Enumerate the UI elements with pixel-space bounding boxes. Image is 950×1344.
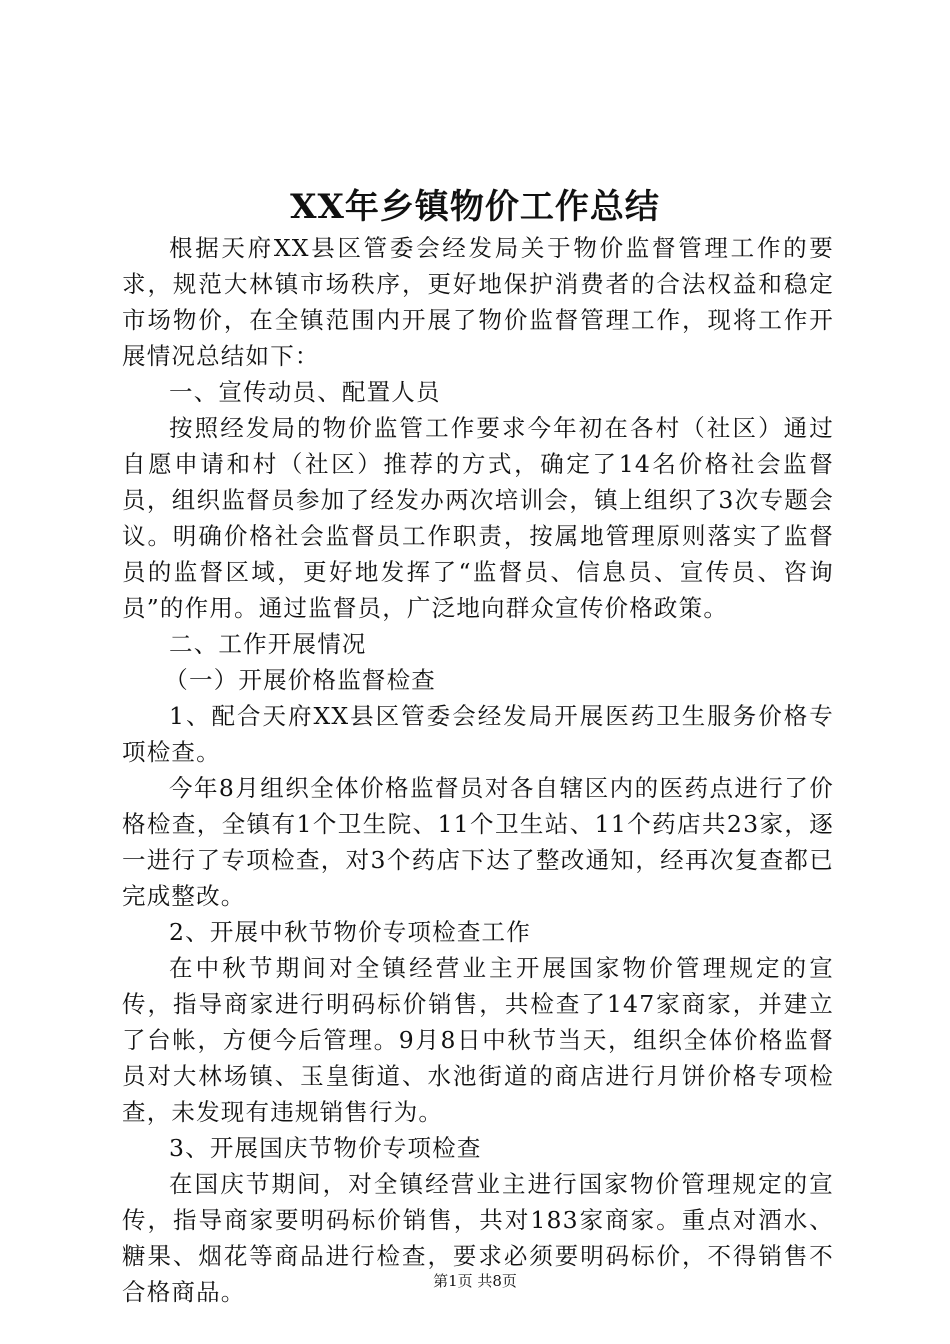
document-body (122, 230, 834, 1310)
item-heading-3: 3、开展国庆节物价专项检查 (169, 1134, 482, 1162)
paragraph-section-1: 按照经发局的物价监管工作要求今年初在各村（社区）通过自愿申请和村（社区）推荐的方式，确定了14名价格社会监督员，组织监督员参加了经发办两次培训会，镇上组织了3次专题会议。明确价格社会监督员工作职责，按属地管理原则落实了监督员的监督区域，更好地发挥了“监督员、信息员、宣传员、咨询员”的作用。通过监督员，广泛地向群众宣传价格政策。 (122, 414, 834, 622)
paragraph-item-2: 在中秋节期间对全镇经营业主开展国家物价管理规定的宣传，指导商家进行明码标价销售，共检查了147家商家，并建立了台帐，方便今后管理。9月8日中秋节当天，组织全体价格监督员对大林场镇、玉皇街道、水池街道的商店进行月饼价格专项检查，未发现有违规销售行为。 (122, 954, 834, 1126)
subsection-heading-1: （一）开展价格监督检查 (164, 666, 436, 694)
paragraph-intro: 根据天府XX县区管委会经发局关于物价监督管理工作的要求，规范大林镇市场秩序，更好地保护消费者的合法权益和稳定市场物价，在全镇范围内开展了物价监督管理工作，现将工作开展情况总结如下： (122, 234, 834, 370)
page-number-footer: 第1页 共8页 (433, 1272, 517, 1290)
section-heading-1: 一、宣传动员、配置人员 (169, 378, 441, 406)
item-heading-1: 1、配合天府XX县区管委会经发局开展医药卫生服务价格专项检查。 (122, 702, 834, 766)
paragraph-item-1: 今年8月组织全体价格监督员对各自辖区内的医药点进行了价格检查，全镇有1个卫生院、11个卫生站、11个药店共23家，逐一进行了专项检查，对3个药店下达了整改通知，经再次复查都已完成整改。 (122, 774, 834, 910)
section-heading-2: 二、工作开展情况 (169, 630, 367, 658)
paragraph-item-3: 在国庆节期间，对全镇经营业主进行国家物价管理规定的宣传，指导商家要明码标价销售，共对183家商家。重点对酒水、糖果、烟花等商品进行检查，要求必须要明码标价，不得销售不合格商品。 (122, 1170, 834, 1306)
item-heading-2: 2、开展中秋节物价专项检查工作 (169, 918, 531, 946)
document-title: XX年乡镇物价工作总结 (290, 187, 660, 227)
